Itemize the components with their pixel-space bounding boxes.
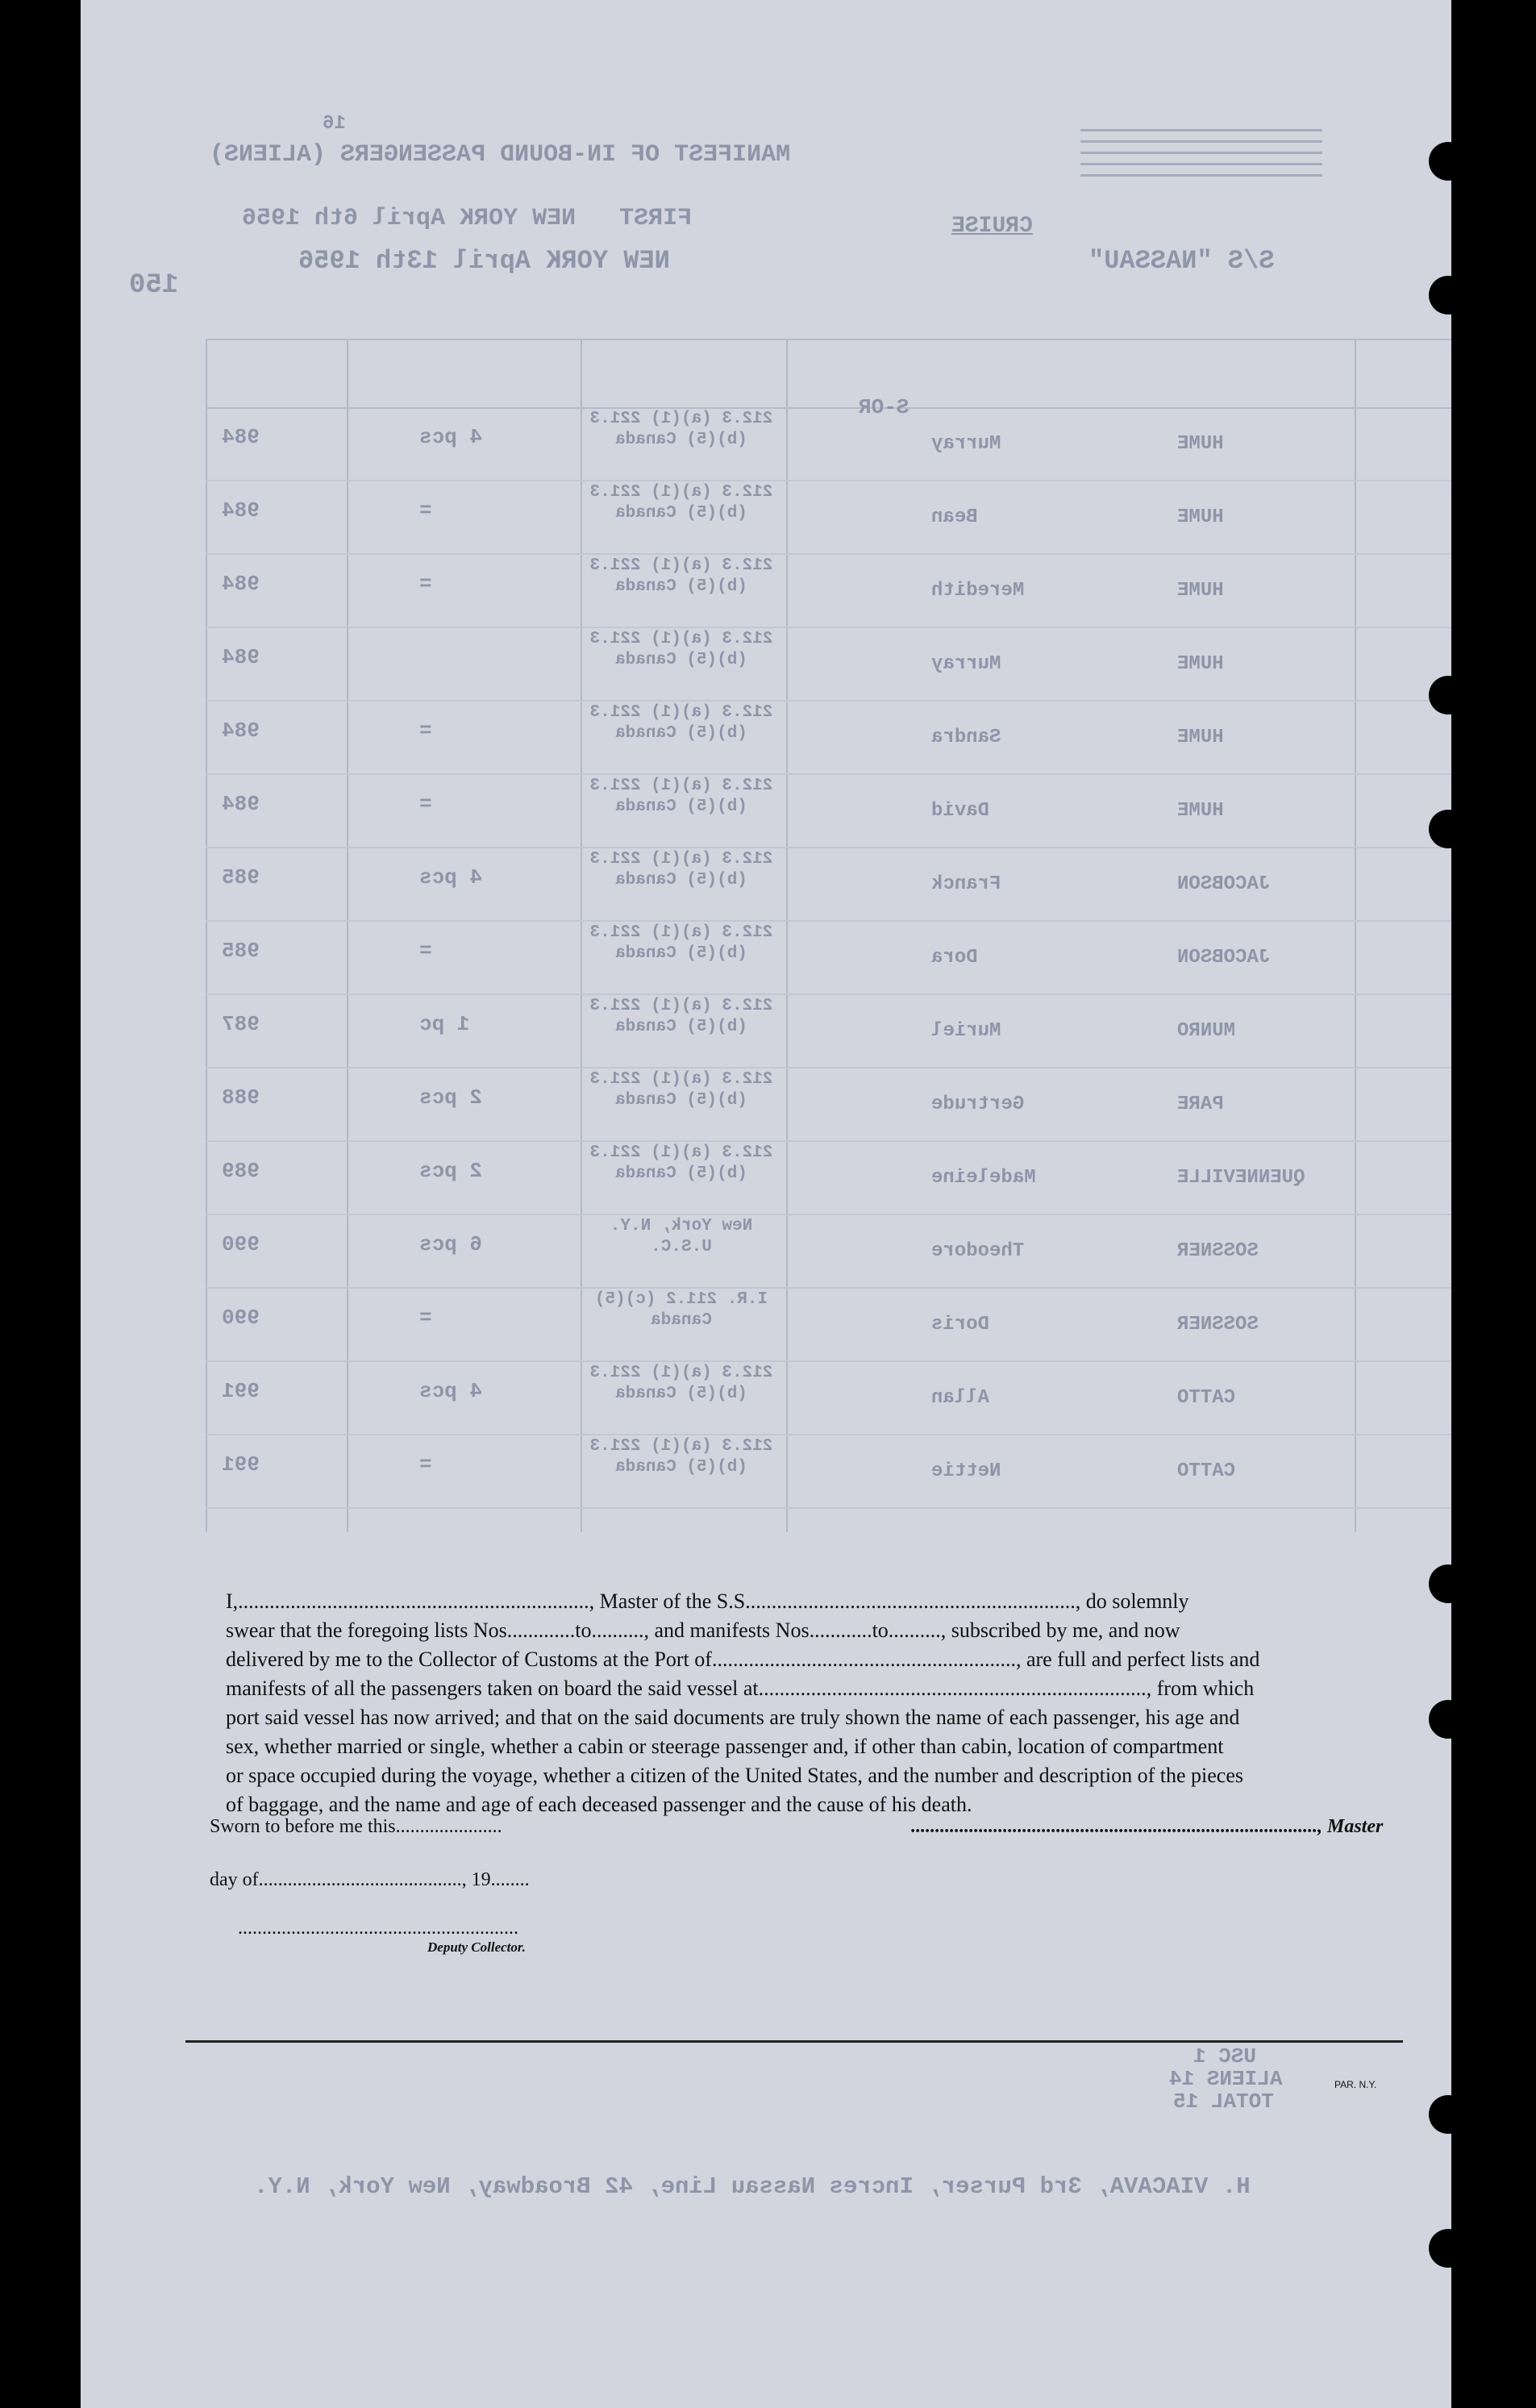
punch-hole: [1429, 2095, 1451, 2134]
header-page-no: 150: [129, 270, 179, 301]
passenger-number: 984: [222, 719, 260, 743]
passenger-row: [81, 774, 1451, 847]
baggage-count: =: [419, 498, 432, 523]
passenger-number: 984: [222, 792, 260, 816]
code-citation: 212.3 (a)(1) 221.3 (b)(5) Canada: [589, 1144, 773, 1183]
passenger-number: 985: [222, 939, 260, 963]
baggage-count: =: [419, 939, 432, 963]
baggage-count: =: [419, 572, 432, 596]
passenger-number: 991: [222, 1452, 260, 1477]
code-citation: New York, N.Y. U.S.C.: [610, 1217, 753, 1256]
baggage-count: 2 pcs: [419, 1159, 483, 1183]
total-usc: USC 1: [1193, 2044, 1257, 2068]
passenger-row: [81, 1288, 1451, 1360]
given-name: Theodore: [931, 1240, 1025, 1262]
passenger-row: [81, 1361, 1451, 1434]
day-line: day of.........................................., 19........: [210, 1869, 530, 1890]
code-citation: 212.3 (a)(1) 221.3 (b)(5) Canada: [589, 1364, 773, 1403]
punch-hole: [1429, 142, 1451, 181]
surname: HUME: [1177, 506, 1224, 528]
surname: HUME: [1177, 580, 1224, 602]
footer-rule: [185, 2040, 1403, 2043]
sworn-line: Sworn to before me this......................: [210, 1816, 502, 1837]
master-signature-line: ...................................................................................., Master: [911, 1816, 1384, 1837]
surname: CATTO: [1177, 1387, 1236, 1409]
surname: JACOBSON: [1177, 873, 1271, 895]
surname: HUME: [1177, 653, 1224, 675]
passenger-number: 985: [222, 865, 260, 889]
oath-line: I,..................................................................., Master of the S.S..............................................................., do solemnly: [226, 1589, 1189, 1613]
baggage-count: 4 pcs: [419, 425, 483, 449]
total-aliens: ALIENS 14: [1169, 2067, 1283, 2091]
header-sheet-no: 16: [323, 113, 346, 135]
code-citation: 212.3 (a)(1) 221.3 (b)(5) Canada: [589, 630, 773, 669]
code-citation: 212.3 (a)(1) 221.3 (b)(5) Canada: [589, 410, 773, 449]
oath-line: manifests of all the passengers taken on board the said vessel at.........................................................................., from which: [226, 1677, 1255, 1700]
passenger-row: [81, 1141, 1451, 1214]
printer-mark: PAR. N.Y.: [1334, 2079, 1377, 2090]
purser-signature: H. VIACAVA, 3rd Purser, Incres Nassau Line, 42 Broadway, New York, N.Y.: [254, 2173, 1251, 2200]
surname: HUME: [1177, 433, 1224, 455]
passenger-row: [81, 627, 1451, 700]
baggage-count: 4 pcs: [419, 1379, 483, 1403]
header-arriving: NEW YORK April 13th 1956: [298, 246, 670, 276]
code-citation: 212.3 (a)(1) 221.3 (b)(5) Canada: [589, 997, 773, 1036]
passenger-number: 990: [222, 1306, 260, 1330]
surname: SOSSNER: [1177, 1240, 1259, 1262]
passenger-number: 987: [222, 1012, 260, 1036]
passenger-row: [81, 481, 1451, 553]
passenger-row: [81, 554, 1451, 627]
passenger-row: [81, 407, 1451, 480]
header-title: MANIFEST OF IN-BOUND PASSENGERS (ALIENS): [210, 141, 791, 169]
baggage-count: 6 pcs: [419, 1232, 483, 1256]
passenger-number: 984: [222, 645, 260, 669]
passenger-row: [81, 1214, 1451, 1287]
code-citation: 212.3 (a)(1) 221.3 (b)(5) Canada: [589, 777, 773, 816]
header-port-date: NEW YORK April 6th 1956: [242, 205, 577, 232]
punch-hole: [1429, 276, 1451, 315]
passenger-number: 990: [222, 1232, 260, 1256]
manifest-page: [81, 0, 1451, 2408]
given-name: Sandra: [931, 727, 1001, 748]
given-name: Doris: [931, 1314, 990, 1335]
oath-line: of baggage, and the name and age of each deceased passenger and the cause of his death.: [226, 1793, 972, 1816]
code-citation: 212.3 (a)(1) 221.3 (b)(5) Canada: [589, 1070, 773, 1110]
given-name: David: [931, 800, 990, 822]
header-form-text: [1080, 129, 1322, 177]
passenger-row: [81, 1068, 1451, 1140]
header-vessel: S/S "NASSAU": [1089, 246, 1275, 276]
given-name: Murray: [931, 433, 1001, 455]
header-class: FIRST: [619, 205, 693, 232]
code-citation: 212.3 (a)(1) 221.3 (b)(5) Canada: [589, 703, 773, 743]
oath-line: port said vessel has now arrived; and that on the said documents are truly shown the name of each passenger, his age and: [226, 1706, 1240, 1729]
surname: HUME: [1177, 727, 1224, 748]
surname: HUME: [1177, 800, 1224, 822]
passenger-row: [81, 701, 1451, 773]
surname: JACOBSON: [1177, 947, 1271, 969]
baggage-count: 1 pc: [419, 1012, 470, 1036]
given-name: Gertrude: [931, 1094, 1025, 1115]
section-label: S-OR: [859, 395, 910, 419]
baggage-count: =: [419, 1452, 432, 1477]
passenger-row: [81, 994, 1451, 1067]
total-total: TOTAL 15: [1173, 2089, 1274, 2114]
baggage-count: =: [419, 719, 432, 743]
surname: QUENNEVILLE: [1177, 1167, 1305, 1189]
surname: MUNRO: [1177, 1020, 1236, 1042]
row-rule: [206, 1507, 1451, 1509]
passenger-number: 984: [222, 498, 260, 523]
given-name: Madeleine: [931, 1167, 1036, 1189]
code-citation: 212.3 (a)(1) 221.3 (b)(5) Canada: [589, 850, 773, 889]
given-name: Muriel: [931, 1020, 1001, 1042]
surname: PARE: [1177, 1094, 1224, 1115]
given-name: Bean: [931, 506, 978, 528]
passenger-number: 991: [222, 1379, 260, 1403]
given-name: Franck: [931, 873, 1001, 895]
passenger-number: 988: [222, 1085, 260, 1110]
passenger-row: [81, 921, 1451, 994]
header-rule: [206, 339, 1451, 340]
deputy-signature-line: ..........................................................: [238, 1918, 518, 1939]
header-cruise: CRUISE: [951, 214, 1033, 239]
passenger-number: 984: [222, 425, 260, 449]
punch-hole: [1429, 2229, 1451, 2268]
given-name: Dora: [931, 947, 978, 969]
baggage-count: 2 pcs: [419, 1085, 483, 1110]
code-citation: 212.3 (a)(1) 221.3 (b)(5) Canada: [589, 556, 773, 596]
code-citation: I.R. 211.2 (c)(5) Canada: [594, 1290, 768, 1330]
oath-line: delivered by me to the Collector of Customs at the Port of.........................................................., are full and perfect lists and: [226, 1648, 1260, 1671]
deputy-collector-label: Deputy Collector.: [427, 1939, 526, 1955]
passenger-row: [81, 848, 1451, 920]
code-citation: 212.3 (a)(1) 221.3 (b)(5) Canada: [589, 1437, 773, 1477]
code-citation: 212.3 (a)(1) 221.3 (b)(5) Canada: [589, 483, 773, 523]
given-name: Murray: [931, 653, 1001, 675]
oath-text: [226, 1587, 1451, 1819]
oath-line: or space occupied during the voyage, whether a citizen of the United States, and the number and description of the pieces: [226, 1764, 1244, 1787]
baggage-count: 4 pcs: [419, 865, 483, 889]
passenger-row: [81, 1435, 1451, 1507]
given-name: Nettie: [931, 1460, 1001, 1482]
baggage-count: =: [419, 1306, 432, 1330]
surname: CATTO: [1177, 1460, 1236, 1482]
passenger-number: 984: [222, 572, 260, 596]
given-name: Meredith: [931, 580, 1025, 602]
oath-line: sex, whether married or single, whether a cabin or steerage passenger and, if other than cabin, location of compartment: [226, 1735, 1224, 1758]
code-citation: 212.3 (a)(1) 221.3 (b)(5) Canada: [589, 923, 773, 963]
baggage-count: =: [419, 792, 432, 816]
given-name: Allan: [931, 1387, 990, 1409]
oath-line: swear that the foregoing lists Nos.............to.........., and manifests Nos............to.........., subscribed by me, and now: [226, 1619, 1180, 1642]
passenger-number: 989: [222, 1159, 260, 1183]
surname: SOSSNER: [1177, 1314, 1259, 1335]
